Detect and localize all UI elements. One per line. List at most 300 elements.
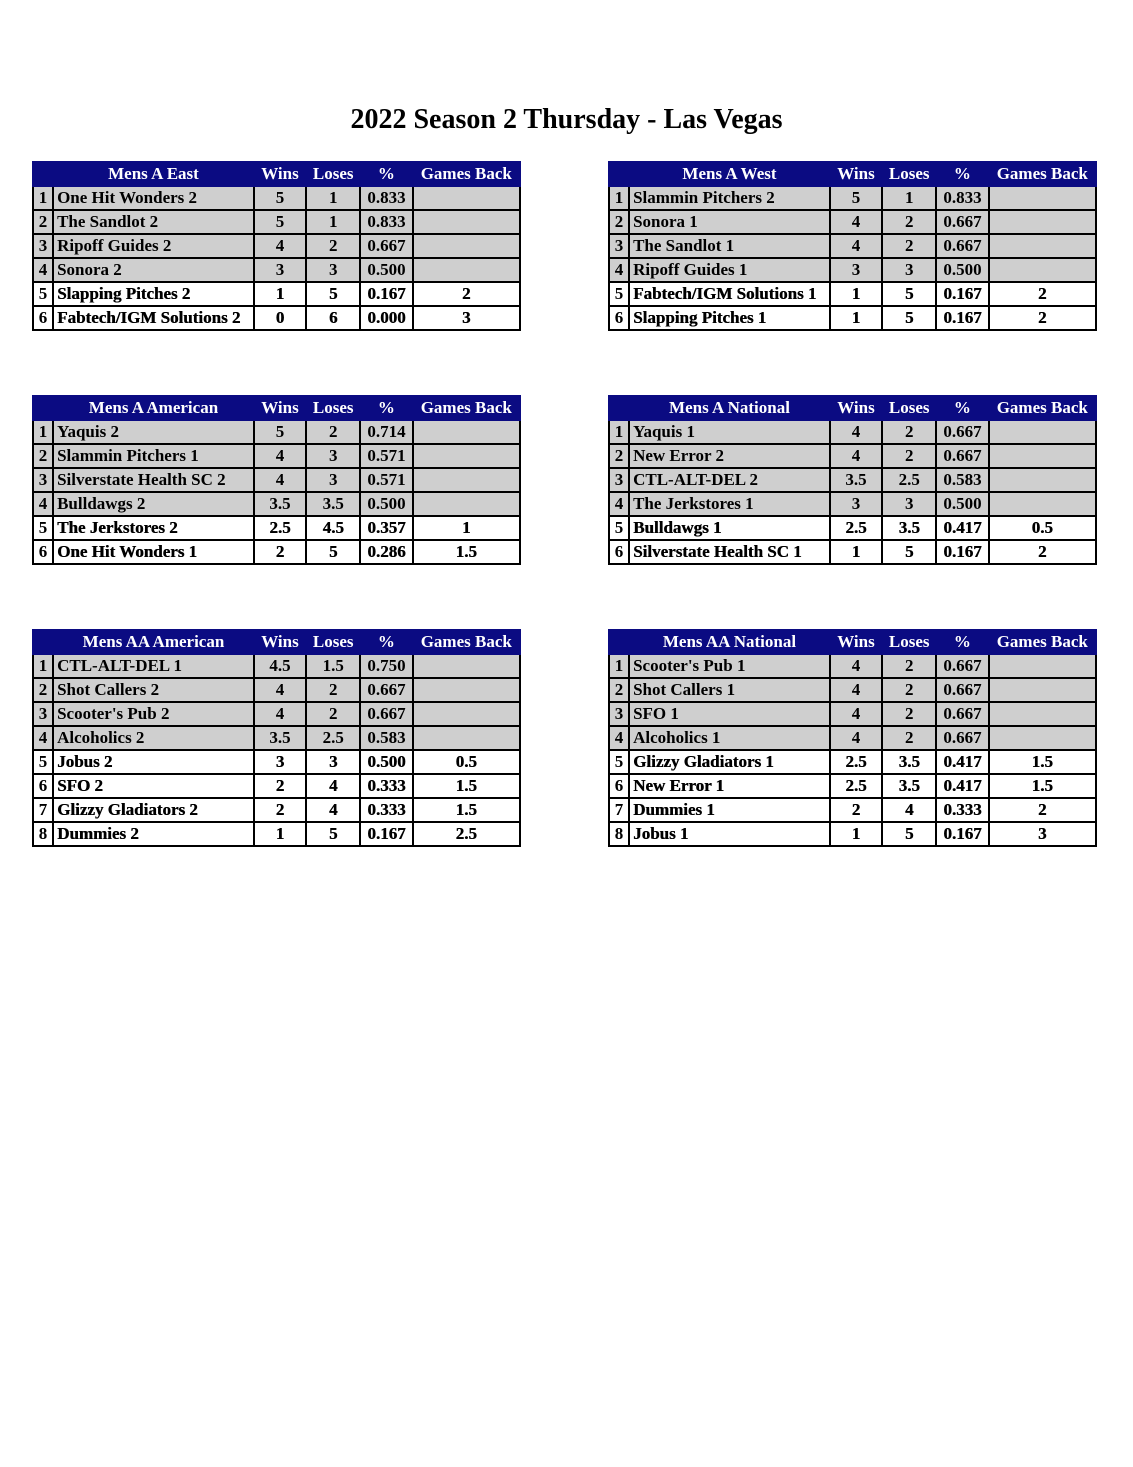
- games-back-cell: 0.5: [989, 516, 1096, 540]
- pct-cell: 0.333: [360, 798, 412, 822]
- loses-cell: 2: [306, 420, 360, 444]
- wins-cell: 3.5: [254, 492, 306, 516]
- games-back-header: Games Back: [989, 630, 1096, 654]
- team-name-cell: CTL-ALT-DEL 2: [629, 468, 830, 492]
- pct-cell: 0.417: [936, 516, 988, 540]
- rank-cell: 4: [33, 258, 53, 282]
- wins-cell: 4: [254, 468, 306, 492]
- games-back-cell: 2: [413, 282, 520, 306]
- table-row: [33, 492, 520, 516]
- wins-cell: 5: [254, 420, 306, 444]
- table-row: [609, 774, 1096, 798]
- wins-header: Wins: [830, 396, 882, 420]
- standings-table-mens-a-east: [32, 161, 521, 331]
- loses-cell: 3: [882, 492, 936, 516]
- table-row: [609, 282, 1096, 306]
- table-row: [609, 678, 1096, 702]
- games-back-cell: 1.5: [989, 750, 1096, 774]
- loses-cell: 3: [882, 258, 936, 282]
- wins-cell: 3.5: [830, 468, 882, 492]
- team-name-cell: Jobus 2: [53, 750, 254, 774]
- loses-cell: 2: [306, 678, 360, 702]
- table-row: [33, 798, 520, 822]
- games-back-cell: [989, 186, 1096, 210]
- standings-table-mens-a-national: [608, 395, 1097, 565]
- pct-cell: 0.167: [360, 282, 412, 306]
- division-name: Mens AA National: [629, 630, 830, 654]
- table-row: [33, 210, 520, 234]
- rank-cell: 2: [33, 210, 53, 234]
- loses-cell: 2: [882, 210, 936, 234]
- loses-header: Loses: [882, 630, 936, 654]
- games-back-header: Games Back: [413, 396, 520, 420]
- team-name-cell: Silverstate Health SC 2: [53, 468, 254, 492]
- wins-cell: 3: [254, 750, 306, 774]
- wins-cell: 4: [830, 444, 882, 468]
- team-name-cell: Alcoholics 2: [53, 726, 254, 750]
- wins-cell: 4: [254, 234, 306, 258]
- table-row: [609, 186, 1096, 210]
- wins-cell: 1: [830, 306, 882, 330]
- rank-cell: 4: [33, 726, 53, 750]
- division-name: Mens A West: [629, 162, 830, 186]
- wins-cell: 4: [254, 444, 306, 468]
- table-row: [33, 774, 520, 798]
- wins-header: Wins: [830, 630, 882, 654]
- table-row: [33, 516, 520, 540]
- rank-cell: 2: [33, 678, 53, 702]
- loses-cell: 2: [882, 702, 936, 726]
- team-name-cell: Glizzy Gladiators 2: [53, 798, 254, 822]
- wins-cell: 4: [254, 678, 306, 702]
- rank-cell: 1: [33, 654, 53, 678]
- table-row: [33, 654, 520, 678]
- games-back-cell: [413, 444, 520, 468]
- rank-cell: 2: [609, 444, 629, 468]
- wins-cell: 1: [254, 282, 306, 306]
- team-name-cell: Silverstate Health SC 1: [629, 540, 830, 564]
- wins-cell: 0: [254, 306, 306, 330]
- table-row: [33, 186, 520, 210]
- rank-cell: 5: [609, 282, 629, 306]
- rank-cell: 1: [609, 654, 629, 678]
- rank-cell: 2: [609, 678, 629, 702]
- header-row: [33, 162, 520, 186]
- games-back-cell: [413, 420, 520, 444]
- rank-cell: 5: [33, 516, 53, 540]
- team-name-cell: SFO 2: [53, 774, 254, 798]
- pct-cell: 0.833: [360, 186, 412, 210]
- loses-cell: 2: [882, 726, 936, 750]
- rank-cell: 1: [33, 420, 53, 444]
- pct-cell: 0.667: [936, 726, 988, 750]
- loses-cell: 5: [882, 540, 936, 564]
- table-row: [33, 444, 520, 468]
- page-title: 2022 Season 2 Thursday - Las Vegas: [350, 104, 783, 135]
- table-row: [609, 516, 1096, 540]
- wins-cell: 2: [254, 798, 306, 822]
- rank-cell: 7: [33, 798, 53, 822]
- header-row: [609, 162, 1096, 186]
- wins-cell: 4: [830, 678, 882, 702]
- games-back-header: Games Back: [413, 630, 520, 654]
- rank-cell: 6: [609, 540, 629, 564]
- rank-cell: 3: [609, 234, 629, 258]
- loses-cell: 5: [882, 822, 936, 846]
- rank-cell: 3: [609, 702, 629, 726]
- rank-cell: 3: [33, 468, 53, 492]
- table-row: [609, 444, 1096, 468]
- pct-cell: 0.667: [936, 210, 988, 234]
- pct-header: %: [936, 630, 988, 654]
- games-back-cell: 2: [989, 306, 1096, 330]
- games-back-cell: 3: [413, 306, 520, 330]
- games-back-cell: 1.5: [989, 774, 1096, 798]
- games-back-cell: [413, 258, 520, 282]
- table-row: [33, 258, 520, 282]
- team-name-cell: Bulldawgs 1: [629, 516, 830, 540]
- games-back-cell: [413, 210, 520, 234]
- games-back-cell: [989, 726, 1096, 750]
- wins-cell: 2.5: [830, 516, 882, 540]
- table-row: [33, 306, 520, 330]
- wins-cell: 3: [830, 258, 882, 282]
- loses-cell: 1: [306, 210, 360, 234]
- team-name-cell: The Sandlot 2: [53, 210, 254, 234]
- table-row: [33, 678, 520, 702]
- team-name-cell: Scooter's Pub 1: [629, 654, 830, 678]
- header-row: [609, 396, 1096, 420]
- wins-cell: 4: [830, 420, 882, 444]
- table-row: [609, 798, 1096, 822]
- pct-cell: 0.583: [360, 726, 412, 750]
- wins-cell: 3: [254, 258, 306, 282]
- rank-cell: 3: [609, 468, 629, 492]
- table-row: [609, 750, 1096, 774]
- games-back-cell: [989, 444, 1096, 468]
- wins-cell: 3.5: [254, 726, 306, 750]
- wins-cell: 4.5: [254, 654, 306, 678]
- loses-cell: 1: [882, 186, 936, 210]
- loses-cell: 4: [306, 798, 360, 822]
- wins-cell: 1: [830, 282, 882, 306]
- rank-cell: 4: [609, 726, 629, 750]
- wins-cell: 2.5: [830, 774, 882, 798]
- wins-cell: 3: [830, 492, 882, 516]
- table-row: [609, 306, 1096, 330]
- games-back-cell: [989, 210, 1096, 234]
- pct-cell: 0.667: [936, 678, 988, 702]
- table-row: [33, 282, 520, 306]
- team-name-cell: Sonora 2: [53, 258, 254, 282]
- table-row: [609, 468, 1096, 492]
- header-corner: [609, 396, 629, 420]
- games-back-cell: [413, 654, 520, 678]
- loses-header: Loses: [882, 162, 936, 186]
- team-name-cell: SFO 1: [629, 702, 830, 726]
- rank-cell: 7: [609, 798, 629, 822]
- rank-cell: 6: [609, 306, 629, 330]
- loses-cell: 6: [306, 306, 360, 330]
- loses-cell: 2: [882, 678, 936, 702]
- wins-header: Wins: [830, 162, 882, 186]
- pct-cell: 0.667: [936, 702, 988, 726]
- pct-cell: 0.417: [936, 774, 988, 798]
- rank-cell: 6: [33, 306, 53, 330]
- wins-cell: 1: [830, 822, 882, 846]
- loses-header: Loses: [306, 396, 360, 420]
- team-name-cell: Slammin Pitchers 1: [53, 444, 254, 468]
- loses-cell: 2: [882, 420, 936, 444]
- rank-cell: 5: [33, 750, 53, 774]
- team-name-cell: Sonora 1: [629, 210, 830, 234]
- table-row: [33, 702, 520, 726]
- wins-header: Wins: [254, 162, 306, 186]
- header-row: [609, 630, 1096, 654]
- team-name-cell: CTL-ALT-DEL 1: [53, 654, 254, 678]
- pct-cell: 0.167: [936, 540, 988, 564]
- pct-cell: 0.500: [360, 750, 412, 774]
- standings-table-mens-aa-american: [32, 629, 521, 847]
- loses-cell: 1.5: [306, 654, 360, 678]
- table-row: [33, 420, 520, 444]
- wins-cell: 4: [830, 654, 882, 678]
- table-row: [609, 492, 1096, 516]
- table-row: [609, 234, 1096, 258]
- games-back-cell: [413, 492, 520, 516]
- wins-cell: 2: [830, 798, 882, 822]
- games-back-cell: 2: [989, 282, 1096, 306]
- loses-cell: 5: [306, 540, 360, 564]
- loses-cell: 2: [306, 702, 360, 726]
- games-back-cell: 2.5: [413, 822, 520, 846]
- pct-header: %: [936, 162, 988, 186]
- team-name-cell: Ripoff Guides 1: [629, 258, 830, 282]
- games-back-cell: [989, 420, 1096, 444]
- pct-cell: 0.500: [936, 492, 988, 516]
- wins-cell: 1: [830, 540, 882, 564]
- pct-cell: 0.167: [936, 822, 988, 846]
- wins-header: Wins: [254, 396, 306, 420]
- games-back-cell: [989, 468, 1096, 492]
- rank-cell: 4: [33, 492, 53, 516]
- pct-cell: 0.571: [360, 444, 412, 468]
- rank-cell: 6: [33, 774, 53, 798]
- rank-cell: 5: [609, 516, 629, 540]
- games-back-cell: 2: [989, 798, 1096, 822]
- team-name-cell: Yaquis 1: [629, 420, 830, 444]
- loses-cell: 4: [306, 774, 360, 798]
- team-name-cell: Slapping Pitches 2: [53, 282, 254, 306]
- standings-table-mens-a-west: [608, 161, 1097, 331]
- rank-cell: 6: [609, 774, 629, 798]
- table-row: [609, 726, 1096, 750]
- pct-cell: 0.500: [936, 258, 988, 282]
- games-back-cell: [989, 492, 1096, 516]
- games-back-cell: [413, 186, 520, 210]
- loses-cell: 1: [306, 186, 360, 210]
- games-back-header: Games Back: [989, 162, 1096, 186]
- pct-cell: 0.167: [360, 822, 412, 846]
- team-name-cell: New Error 2: [629, 444, 830, 468]
- games-back-cell: [413, 702, 520, 726]
- pct-cell: 0.500: [360, 492, 412, 516]
- games-back-cell: 1.5: [413, 798, 520, 822]
- header-corner: [609, 630, 629, 654]
- table-row: [609, 420, 1096, 444]
- loses-cell: 2.5: [306, 726, 360, 750]
- team-name-cell: Slapping Pitches 1: [629, 306, 830, 330]
- wins-cell: 5: [830, 186, 882, 210]
- pct-cell: 0.000: [360, 306, 412, 330]
- pct-cell: 0.667: [360, 702, 412, 726]
- wins-cell: 2: [254, 540, 306, 564]
- table-row: [609, 702, 1096, 726]
- loses-cell: 4: [882, 798, 936, 822]
- pct-cell: 0.667: [936, 234, 988, 258]
- loses-cell: 3: [306, 258, 360, 282]
- pct-cell: 0.167: [936, 282, 988, 306]
- games-back-cell: [413, 726, 520, 750]
- loses-header: Loses: [306, 630, 360, 654]
- division-name: Mens AA American: [53, 630, 254, 654]
- wins-cell: 2: [254, 774, 306, 798]
- header-corner: [33, 396, 53, 420]
- team-name-cell: Yaquis 2: [53, 420, 254, 444]
- rank-cell: 1: [609, 186, 629, 210]
- pct-cell: 0.667: [936, 444, 988, 468]
- rank-cell: 4: [609, 258, 629, 282]
- games-back-cell: [989, 678, 1096, 702]
- wins-cell: 2.5: [830, 750, 882, 774]
- wins-cell: 4: [254, 702, 306, 726]
- rank-cell: 5: [609, 750, 629, 774]
- games-back-cell: [989, 234, 1096, 258]
- pct-cell: 0.583: [936, 468, 988, 492]
- loses-cell: 3.5: [882, 774, 936, 798]
- pct-cell: 0.667: [936, 420, 988, 444]
- games-back-cell: 1: [413, 516, 520, 540]
- games-back-cell: [413, 468, 520, 492]
- table-row: [609, 540, 1096, 564]
- table-row: [609, 258, 1096, 282]
- games-back-cell: 0.5: [413, 750, 520, 774]
- team-name-cell: Ripoff Guides 2: [53, 234, 254, 258]
- standings-table-mens-a-american: [32, 395, 521, 565]
- table-row: [33, 822, 520, 846]
- team-name-cell: The Jerkstores 1: [629, 492, 830, 516]
- loses-header: Loses: [882, 396, 936, 420]
- table-row: [33, 750, 520, 774]
- pct-header: %: [360, 630, 412, 654]
- loses-cell: 3: [306, 468, 360, 492]
- pct-header: %: [936, 396, 988, 420]
- games-back-header: Games Back: [413, 162, 520, 186]
- pct-cell: 0.417: [936, 750, 988, 774]
- pct-cell: 0.833: [936, 186, 988, 210]
- header-row: [33, 630, 520, 654]
- rank-cell: 8: [33, 822, 53, 846]
- pct-cell: 0.714: [360, 420, 412, 444]
- rank-cell: 3: [33, 234, 53, 258]
- loses-cell: 2: [882, 444, 936, 468]
- pct-cell: 0.167: [936, 306, 988, 330]
- standings-table-mens-aa-national: [608, 629, 1097, 847]
- pct-cell: 0.333: [936, 798, 988, 822]
- games-back-cell: 1.5: [413, 540, 520, 564]
- rank-cell: 1: [33, 186, 53, 210]
- division-name: Mens A East: [53, 162, 254, 186]
- games-back-cell: [413, 678, 520, 702]
- loses-cell: 2.5: [882, 468, 936, 492]
- loses-cell: 3.5: [882, 750, 936, 774]
- rank-cell: 3: [33, 702, 53, 726]
- pct-cell: 0.667: [936, 654, 988, 678]
- pct-header: %: [360, 162, 412, 186]
- team-name-cell: New Error 1: [629, 774, 830, 798]
- table-row: [609, 822, 1096, 846]
- header-row: [33, 396, 520, 420]
- loses-cell: 4.5: [306, 516, 360, 540]
- team-name-cell: Bulldawgs 2: [53, 492, 254, 516]
- wins-cell: 5: [254, 210, 306, 234]
- loses-cell: 3: [306, 750, 360, 774]
- loses-cell: 2: [882, 654, 936, 678]
- team-name-cell: The Sandlot 1: [629, 234, 830, 258]
- loses-cell: 2: [882, 234, 936, 258]
- loses-cell: 5: [306, 282, 360, 306]
- wins-cell: 1: [254, 822, 306, 846]
- pct-cell: 0.357: [360, 516, 412, 540]
- games-back-cell: [413, 234, 520, 258]
- table-row: [33, 726, 520, 750]
- loses-cell: 5: [306, 822, 360, 846]
- wins-cell: 4: [830, 702, 882, 726]
- wins-cell: 4: [830, 210, 882, 234]
- team-name-cell: Dummies 2: [53, 822, 254, 846]
- wins-cell: 2.5: [254, 516, 306, 540]
- team-name-cell: Slammin Pitchers 2: [629, 186, 830, 210]
- team-name-cell: Fabtech/IGM Solutions 2: [53, 306, 254, 330]
- loses-cell: 3: [306, 444, 360, 468]
- loses-header: Loses: [306, 162, 360, 186]
- header-corner: [33, 162, 53, 186]
- wins-cell: 5: [254, 186, 306, 210]
- team-name-cell: Dummies 1: [629, 798, 830, 822]
- team-name-cell: Jobus 1: [629, 822, 830, 846]
- rank-cell: 5: [33, 282, 53, 306]
- table-row: [609, 654, 1096, 678]
- wins-cell: 4: [830, 234, 882, 258]
- header-corner: [609, 162, 629, 186]
- games-back-cell: 2: [989, 540, 1096, 564]
- pct-header: %: [360, 396, 412, 420]
- team-name-cell: Fabtech/IGM Solutions 1: [629, 282, 830, 306]
- pct-cell: 0.750: [360, 654, 412, 678]
- pct-cell: 0.833: [360, 210, 412, 234]
- rank-cell: 2: [33, 444, 53, 468]
- team-name-cell: One Hit Wonders 2: [53, 186, 254, 210]
- loses-cell: 5: [882, 306, 936, 330]
- team-name-cell: Scooter's Pub 2: [53, 702, 254, 726]
- division-name: Mens A American: [53, 396, 254, 420]
- pct-cell: 0.571: [360, 468, 412, 492]
- loses-cell: 2: [306, 234, 360, 258]
- table-row: [609, 210, 1096, 234]
- rank-cell: 2: [609, 210, 629, 234]
- rank-cell: 4: [609, 492, 629, 516]
- table-row: [33, 540, 520, 564]
